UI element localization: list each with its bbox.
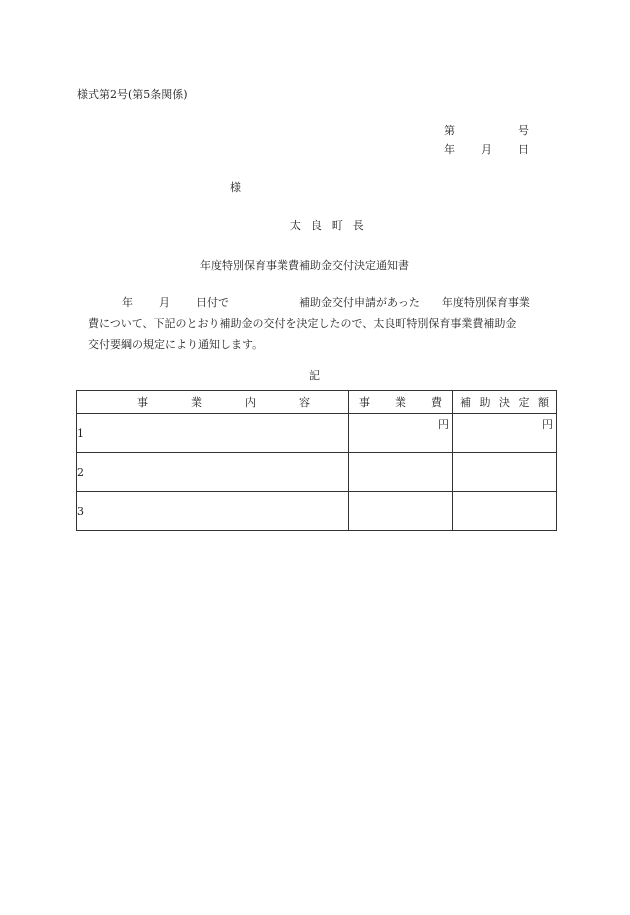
addressee-suffix: 様 xyxy=(230,181,241,194)
body-year: 年 xyxy=(122,296,133,309)
row-number: 2 xyxy=(77,453,349,492)
table-row xyxy=(77,453,557,492)
document-title: 年度特別保育事業費補助金交付決定通知書 xyxy=(200,259,409,272)
body-line-2: 費について、下記のとおり補助金の交付を決定したので、太良町特別保育事業費補助金 xyxy=(88,317,517,330)
header-project-content: 事 業 内 容 xyxy=(77,391,349,414)
yen-unit: 円 xyxy=(542,418,553,431)
body-paragraph xyxy=(88,292,558,355)
date-day: 日 xyxy=(518,143,529,156)
row-number: 3 xyxy=(77,492,349,531)
table-row xyxy=(77,492,557,531)
table-header-row xyxy=(77,391,557,414)
header-subsidy-amount: 補 助 決 定 額 xyxy=(453,391,557,414)
document-number-line xyxy=(444,122,529,138)
subsidy-amount-cell xyxy=(453,492,557,531)
subsidy-amount-cell xyxy=(453,453,557,492)
row-number: 1 xyxy=(77,414,349,453)
body-application: 補助金交付申請があった xyxy=(299,296,420,309)
body-fiscal-year: 年度特別保育事業 xyxy=(441,296,530,309)
subsidy-table xyxy=(76,390,557,531)
number-prefix: 第 xyxy=(444,124,455,137)
project-cost-cell xyxy=(349,453,453,492)
sender-name: 太良町長 xyxy=(290,219,374,232)
document-date-line xyxy=(444,141,529,157)
date-month: 月 xyxy=(481,143,492,156)
subsidy-amount-cell xyxy=(453,414,557,453)
project-cost-cell xyxy=(349,492,453,531)
table-row xyxy=(77,414,557,453)
yen-unit: 円 xyxy=(438,418,449,431)
body-month: 月 xyxy=(159,296,170,309)
header-project-cost: 事 業 費 xyxy=(349,391,453,414)
date-year: 年 xyxy=(444,143,455,156)
ki-heading: 記 xyxy=(309,369,320,382)
body-line-1 xyxy=(88,292,558,313)
form-label: 様式第2号(第5条関係) xyxy=(77,88,188,101)
project-cost-cell xyxy=(349,414,453,453)
body-date-suffix: 日付で xyxy=(196,296,229,309)
body-line-3: 交付要綱の規定により通知します。 xyxy=(88,338,264,351)
number-suffix: 号 xyxy=(518,124,529,137)
